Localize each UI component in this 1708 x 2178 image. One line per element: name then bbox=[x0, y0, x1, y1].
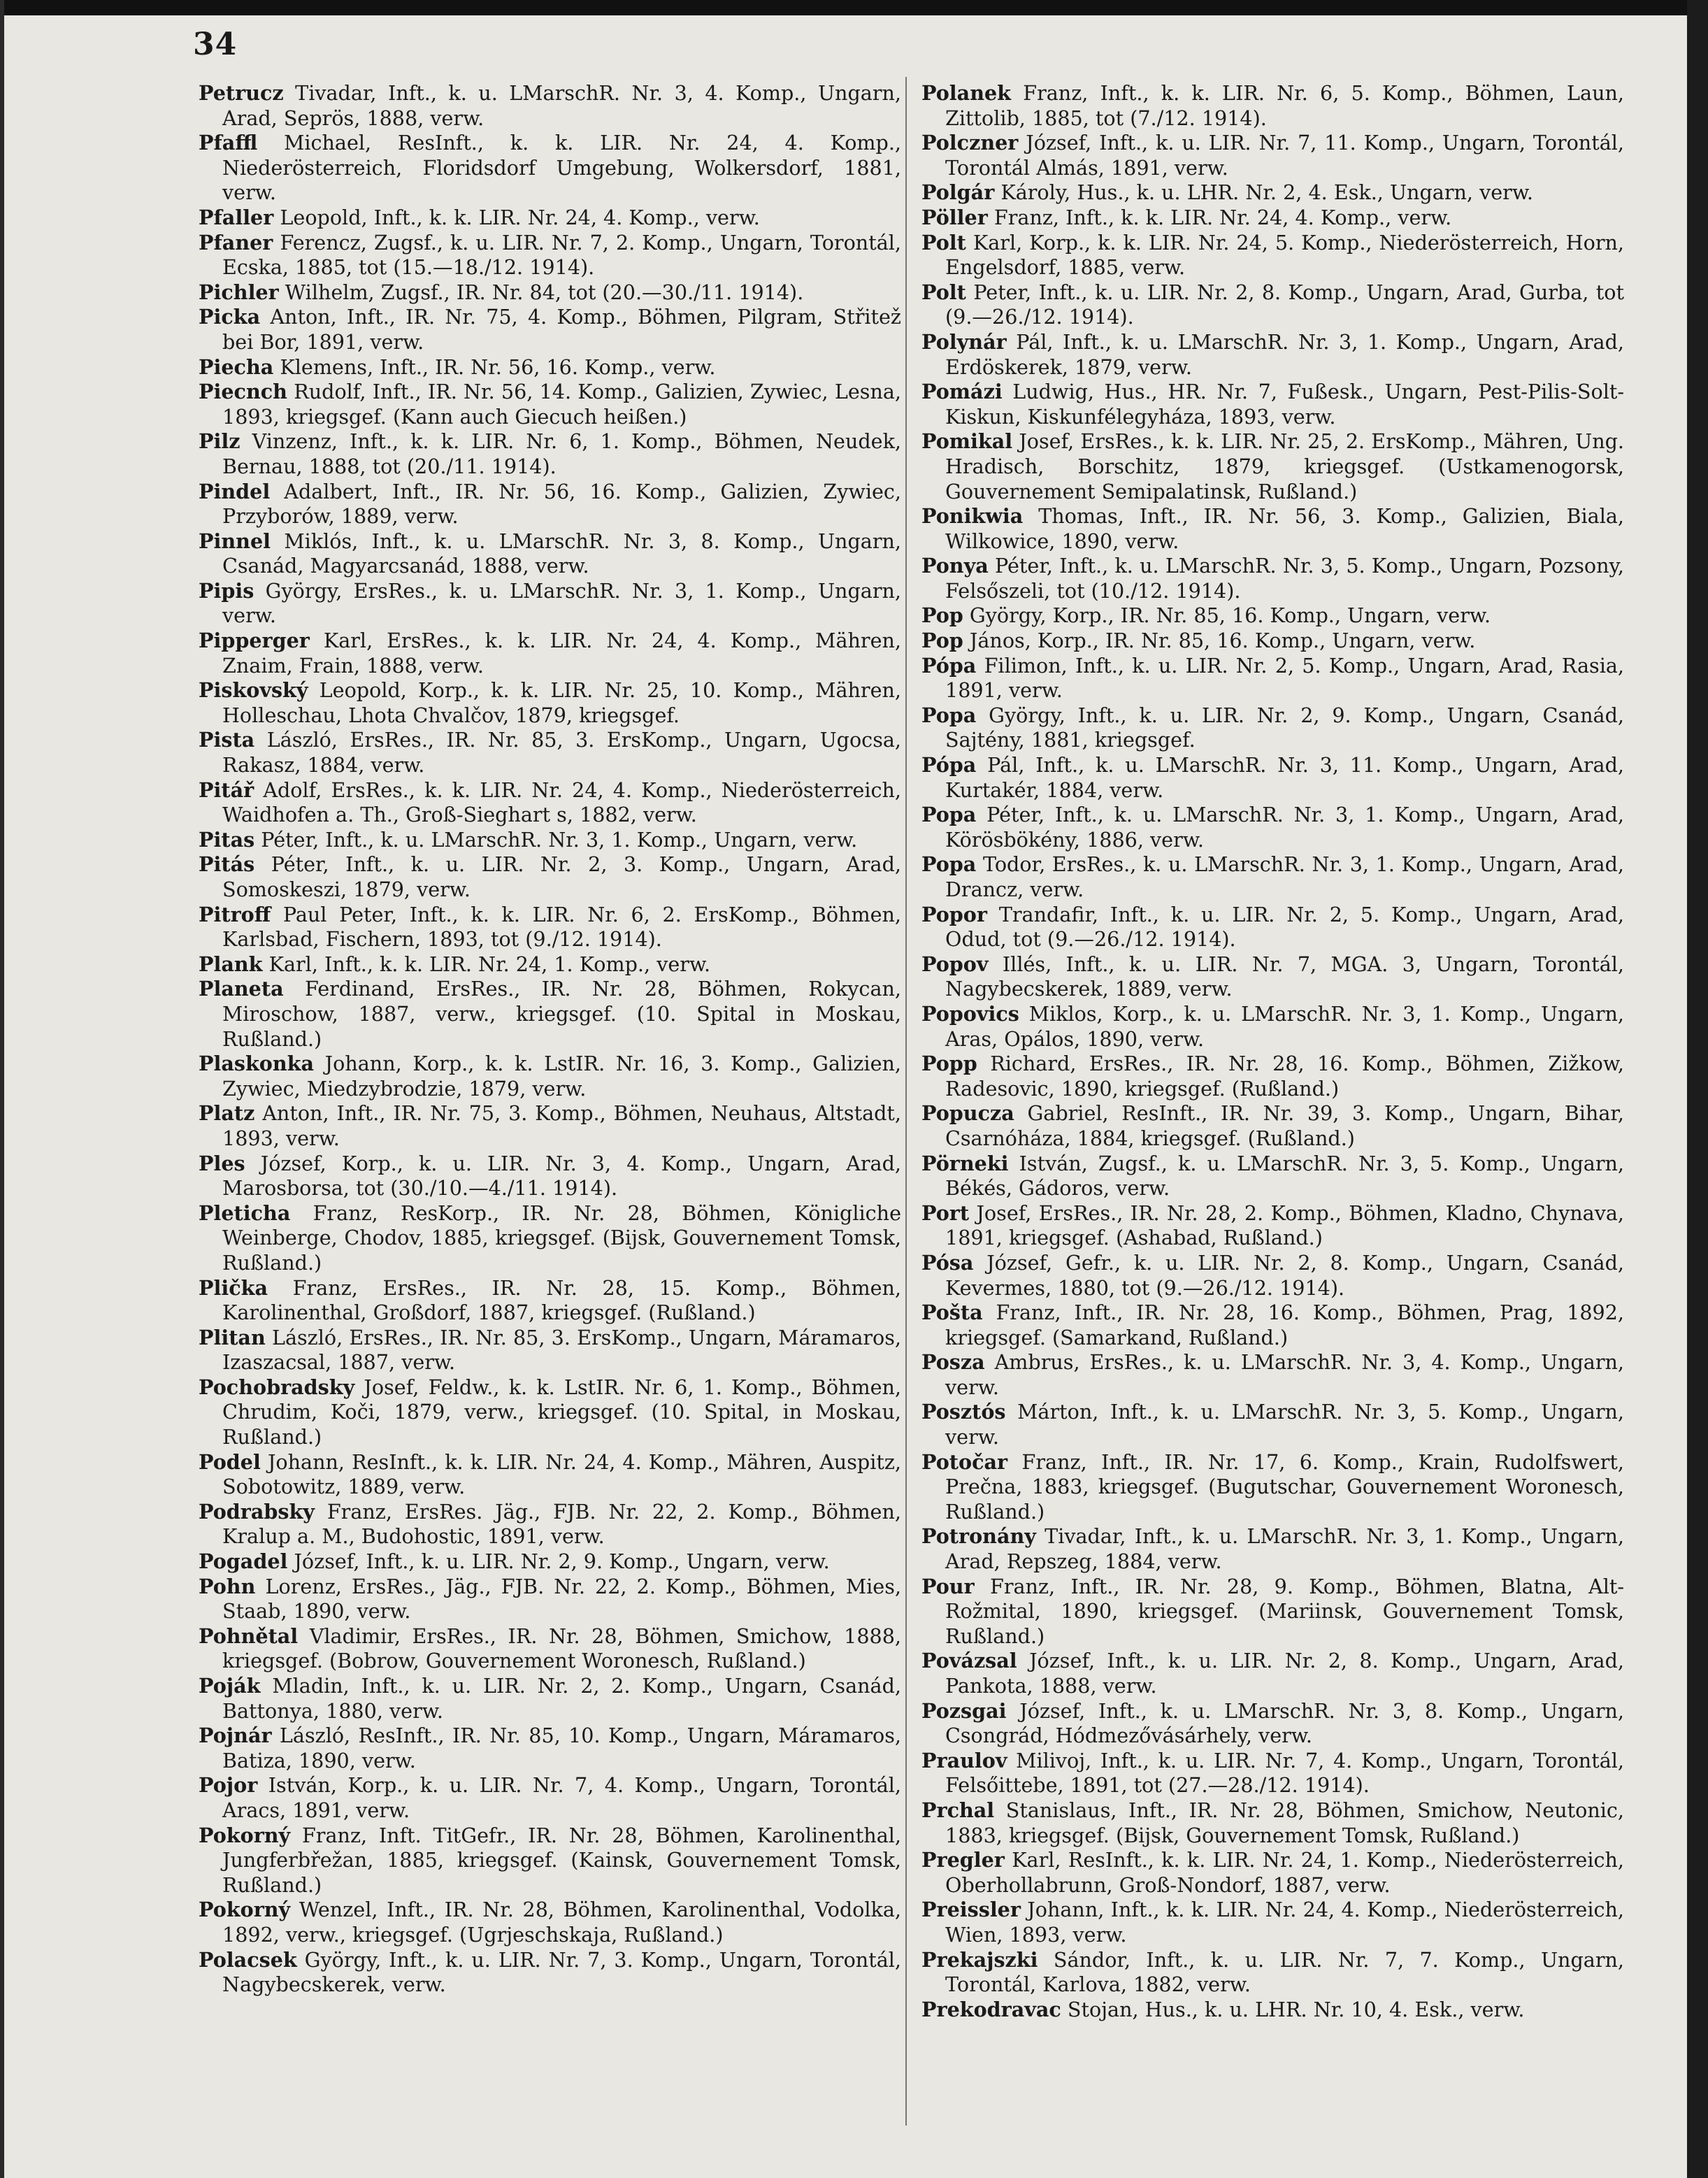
casualty-entry bbox=[921, 703, 1624, 753]
entry-details: Richard, ErsRes., IR. Nr. 28, 16. Komp., Böhmen, Zižkow, Radesovic, 1890, kriegsgef. (Rußland.) bbox=[945, 1052, 1624, 1101]
entry-surname: Podrabsky bbox=[199, 1499, 315, 1524]
casualty-entry bbox=[199, 629, 901, 678]
entry-details: Sándor, Inft., k. u. LIR. Nr. 7, 7. Komp., Ungarn, Torontál, Karlova, 1882, verw. bbox=[945, 1947, 1625, 1997]
casualty-entry bbox=[921, 1052, 1624, 1101]
entry-details: Pál, Inft., k. u. LMarschR. Nr. 3, 1. Komp., Ungarn, Arad, Erdöskerek, 1879, verw. bbox=[945, 329, 1624, 379]
casualty-entry bbox=[199, 1824, 901, 1898]
entry-details: Péter, Inft., k. u. LMarschR. Nr. 3, 1. Komp., Ungarn, verw. bbox=[261, 827, 858, 852]
entry-surname: Preissler bbox=[921, 1898, 1021, 1922]
casualty-entry bbox=[199, 1052, 901, 1101]
entry-details: Josef, ErsRes., k. k. LIR. Nr. 25, 2. ErsKomp., Mähren, Ung. Hradisch, Borschitz, 1879, kriegsgef. (Ustkamenogorsk, Gouvernement Semipalatinsk, Rußland.) bbox=[945, 429, 1624, 503]
entry-surname: Prekajszki bbox=[921, 1947, 1038, 1972]
entry-details: Trandafir, Inft., k. u. LIR. Nr. 2, 5. Komp., Ungarn, Arad, Odud, tot (9.—26./12. 1914). bbox=[945, 902, 1624, 952]
casualty-entry bbox=[199, 1624, 901, 1674]
entry-surname: Polacsek bbox=[199, 1947, 297, 1972]
casualty-entry bbox=[921, 903, 1624, 952]
casualty-entry bbox=[199, 206, 901, 231]
entry-details: Tivadar, Inft., k. u. LMarschR. Nr. 3, 4. Komp., Ungarn, Arad, Seprös, 1888, verw. bbox=[222, 81, 901, 130]
entry-surname: Potronány bbox=[921, 1524, 1036, 1549]
entry-details: Vladimir, ErsRes., IR. Nr. 28, Böhmen, Smichow, 1888, kriegsgef. (Bobrow, Gouvernement Woronesch, Rußland.) bbox=[222, 1624, 901, 1673]
entry-surname: Pomázi bbox=[921, 380, 1003, 404]
entry-surname: Povázsal bbox=[921, 1649, 1017, 1673]
entry-details: Paul Peter, Inft., k. k. LIR. Nr. 6, 2. ErsKomp., Böhmen, Karlsbad, Fischern, 1893, tot (9./12. 1914). bbox=[222, 902, 901, 952]
casualty-entry bbox=[921, 654, 1624, 703]
entry-surname: Praulov bbox=[921, 1748, 1007, 1772]
entry-surname: Popa bbox=[921, 703, 977, 727]
entry-details: Miklós, Inft., k. u. LMarschR. Nr. 3, 8. Komp., Ungarn, Csanád, Magyarcsanád, 1888, verw. bbox=[222, 529, 901, 578]
entry-details: Thomas, Inft., IR. Nr. 56, 3. Komp., Galizien, Biala, Wilkowice, 1890, verw. bbox=[945, 504, 1624, 553]
entry-details: Josef, Feldw., k. k. LstIR. Nr. 6, 1. Komp., Böhmen, Chrudim, Koči, 1879, verw., kriegsgef. (10. Spital, in Moskau, Rußland.) bbox=[222, 1375, 901, 1449]
casualty-entry bbox=[921, 1798, 1624, 1848]
entry-details: György, Korp., IR. Nr. 85, 16. Komp., Ungarn, verw. bbox=[969, 603, 1491, 628]
entry-details: István, Korp., k. u. LIR. Nr. 7, 4. Komp., Ungarn, Torontál, Aracs, 1891, verw. bbox=[222, 1773, 901, 1822]
entry-details: Stojan, Hus., k. u. LHR. Nr. 10, 4. Esk., verw. bbox=[1067, 1997, 1525, 2021]
casualty-entry bbox=[921, 429, 1624, 504]
entry-details: Péter, Inft., k. u. LIR. Nr. 2, 3. Komp., Ungarn, Arad, Somoskeszi, 1879, verw. bbox=[222, 852, 902, 901]
entry-details: Johann, Inft., k. k. LIR. Nr. 24, 4. Komp., Niederösterreich, Wien, 1893, verw. bbox=[945, 1898, 1625, 1947]
entry-surname: Podel bbox=[199, 1449, 261, 1474]
entry-surname: Pósa bbox=[921, 1250, 974, 1275]
casualty-entry bbox=[921, 1201, 1624, 1251]
casualty-entry bbox=[921, 629, 1624, 654]
casualty-entry bbox=[921, 1350, 1624, 1400]
entry-surname: Pohn bbox=[199, 1574, 256, 1598]
casualty-entry bbox=[199, 1276, 901, 1326]
entry-surname: Polczner bbox=[921, 131, 1019, 155]
page-number: 34 bbox=[193, 27, 238, 62]
casualty-entry bbox=[199, 952, 901, 977]
casualty-entry bbox=[921, 1649, 1624, 1698]
entry-surname: Pista bbox=[199, 728, 255, 752]
entry-surname: Pop bbox=[921, 603, 963, 628]
casualty-entry bbox=[921, 1152, 1624, 1201]
entry-details: Johann, ResInft., k. k. LIR. Nr. 24, 4. Komp., Mähren, Auspitz, Sobotowitz, 1889, verw. bbox=[222, 1449, 901, 1499]
right-column bbox=[921, 81, 1624, 2022]
entry-details: Karl, ResInft., k. k. LIR. Nr. 24, 1. Komp., Niederösterreich, Oberhollabrunn, Groß-Nondorf, 1887, verw. bbox=[945, 1848, 1625, 1897]
entry-details: Anton, Inft., IR. Nr. 75, 3. Komp., Böhmen, Neuhaus, Altstadt, 1893, verw. bbox=[222, 1101, 902, 1150]
casualty-entry bbox=[199, 1674, 901, 1724]
entry-details: György, ErsRes., k. u. LMarschR. Nr. 3, 1. Komp., Ungarn, verw. bbox=[222, 578, 901, 628]
entry-surname: Polanek bbox=[921, 81, 1011, 105]
entry-surname: Potočar bbox=[921, 1449, 1008, 1474]
entry-details: Péter, Inft., k. u. LMarschR. Nr. 3, 1. Komp., Ungarn, Arad, Körösbökény, 1886, verw. bbox=[945, 803, 1625, 852]
casualty-entry bbox=[921, 206, 1624, 231]
entry-details: Péter, Inft., k. u. LMarschR. Nr. 3, 5. Komp., Ungarn, Pozsony, Felsőszeli, tot (10./12. 1914). bbox=[945, 554, 1624, 603]
casualty-entry bbox=[921, 952, 1624, 1002]
entry-details: Franz, ErsRes. Jäg., FJB. Nr. 22, 2. Komp., Böhmen, Kralup a. M., Budohostic, 1891, verw. bbox=[222, 1499, 901, 1549]
entry-details: Franz, Inft., k. k. LIR. Nr. 6, 5. Komp., Böhmen, Laun, Zittolib, 1885, tot (7./12. 1914). bbox=[945, 81, 1625, 130]
entry-surname: Pfaner bbox=[199, 230, 273, 255]
scan-edge-top bbox=[0, 0, 1708, 15]
entry-surname: Pópa bbox=[921, 753, 977, 778]
entry-details: Karl, Korp., k. k. LIR. Nr. 24, 5. Komp., Niederösterreich, Horn, Engelsdorf, 1885, verw. bbox=[945, 230, 1624, 280]
casualty-entry bbox=[199, 1101, 901, 1151]
casualty-entry bbox=[199, 1948, 901, 1998]
entry-details: Tivadar, Inft., k. u. LMarschR. Nr. 3, 1. Komp., Ungarn, Arad, Repszeg, 1884, verw. bbox=[945, 1524, 1625, 1574]
entry-surname: Pregler bbox=[921, 1848, 1005, 1872]
casualty-entry bbox=[921, 1400, 1624, 1449]
entry-details: Karl, ErsRes., k. k. LIR. Nr. 24, 4. Komp., Mähren, Znaim, Frain, 1888, verw. bbox=[222, 629, 901, 678]
entry-surname: Piskovský bbox=[199, 678, 308, 703]
entry-details: Vinzenz, Inft., k. k. LIR. Nr. 6, 1. Komp., Böhmen, Neudek, Bernau, 1888, tot (20./11. 1914). bbox=[222, 429, 901, 478]
entry-surname: Pomikal bbox=[921, 429, 1013, 454]
entry-details: József, Gefr., k. u. LIR. Nr. 2, 8. Komp., Ungarn, Csanád, Kevermes, 1880, tot (9.—26./12. 1914). bbox=[945, 1250, 1624, 1300]
casualty-entry bbox=[199, 480, 901, 529]
entry-details: Johann, Korp., k. k. LstIR. Nr. 16, 3. Komp., Galizien, Zywiec, Miedzybrodzie, 1879, verw. bbox=[222, 1052, 901, 1101]
entry-details: György, Inft., k. u. LIR. Nr. 2, 9. Komp., Ungarn, Csanád, Sajtény, 1881, kriegsgef. bbox=[945, 703, 1624, 752]
casualty-entry bbox=[921, 81, 1624, 131]
entry-details: Klemens, Inft., IR. Nr. 56, 16. Komp., verw. bbox=[280, 354, 716, 379]
entry-details: Miklos, Korp., k. u. LMarschR. Nr. 3, 1. Komp., Ungarn, Aras, Opálos, 1890, verw. bbox=[945, 1001, 1624, 1051]
casualty-entry bbox=[199, 1326, 901, 1375]
casualty-entry bbox=[921, 1575, 1624, 1649]
entry-surname: Planeta bbox=[199, 977, 284, 1001]
casualty-entry bbox=[921, 131, 1624, 180]
casualty-entry bbox=[199, 1773, 901, 1823]
entry-surname: Pörneki bbox=[921, 1151, 1009, 1175]
casualty-entry bbox=[199, 1549, 901, 1575]
entry-surname: Popa bbox=[921, 803, 977, 827]
entry-surname: Pochobradsky bbox=[199, 1375, 355, 1399]
entry-details: Anton, Inft., IR. Nr. 75, 4. Komp., Böhmen, Pilgram, Střitež bei Bor, 1891, verw. bbox=[222, 305, 901, 354]
entry-details: Károly, Hus., k. u. LHR. Nr. 2, 4. Esk., Ungarn, verw. bbox=[1000, 180, 1534, 205]
entry-details: Wenzel, Inft., IR. Nr. 28, Böhmen, Karolinenthal, Vodolka, 1892, verw., kriegsgef. (Ugrjeschskaja, Rußland.) bbox=[222, 1898, 902, 1947]
casualty-entry bbox=[921, 603, 1624, 629]
entry-details: Franz, ErsRes., IR. Nr. 28, 15. Komp., Böhmen, Karolinenthal, Großdorf, 1887, kriegsgef. (Rußland.) bbox=[222, 1275, 901, 1325]
entry-details: Ambrus, ErsRes., k. u. LMarschR. Nr. 3, 4. Komp., Ungarn, verw. bbox=[945, 1350, 1625, 1399]
casualty-entry bbox=[199, 977, 901, 1052]
entry-details: József, Inft., k. u. LMarschR. Nr. 3, 8. Komp., Ungarn, Csongrád, Hódmezővásárhely, verw. bbox=[945, 1698, 1624, 1748]
casualty-entry bbox=[199, 280, 901, 306]
casualty-entry bbox=[199, 1152, 901, 1201]
entry-details: Franz, Inft., k. k. LIR. Nr. 24, 4. Komp., verw. bbox=[993, 205, 1452, 229]
casualty-entry bbox=[921, 1898, 1624, 1947]
entry-details: Leopold, Inft., k. k. LIR. Nr. 24, 4. Komp., verw. bbox=[280, 205, 760, 229]
casualty-entry bbox=[199, 81, 901, 131]
entry-surname: Pohnětal bbox=[199, 1624, 299, 1648]
entry-details: Adolf, ErsRes., k. k. LIR. Nr. 24, 4. Komp., Niederösterreich, Waidhofen a. Th., Groß-Sieghart s, 1882, verw. bbox=[222, 778, 901, 827]
entry-surname: Popor bbox=[921, 902, 987, 926]
casualty-entry bbox=[921, 231, 1624, 280]
entry-surname: Pipperger bbox=[199, 629, 310, 653]
entry-surname: Popp bbox=[921, 1052, 977, 1076]
casualty-entry bbox=[921, 803, 1624, 852]
entry-surname: Pokorný bbox=[199, 1823, 291, 1847]
entry-surname: Pogadel bbox=[199, 1549, 288, 1574]
column-divider bbox=[905, 77, 907, 2126]
entry-details: László, ErsRes., IR. Nr. 85, 3. ErsKomp., Ungarn, Máramaros, Izaszacsal, 1887, verw. bbox=[222, 1325, 902, 1375]
entry-surname: Poják bbox=[199, 1674, 261, 1698]
entry-surname: Petrucz bbox=[199, 81, 284, 105]
entry-details: Gabriel, ResInft., IR. Nr. 39, 3. Komp., Ungarn, Bihar, Csarnóháza, 1884, kriegsgef. (Rußland.) bbox=[945, 1101, 1624, 1150]
left-column bbox=[199, 81, 901, 1998]
casualty-entry bbox=[199, 1898, 901, 1947]
casualty-entry bbox=[921, 1101, 1624, 1151]
casualty-entry bbox=[199, 852, 901, 902]
casualty-entry bbox=[199, 579, 901, 629]
entry-surname: Plank bbox=[199, 952, 263, 976]
casualty-entry bbox=[199, 1724, 901, 1773]
entry-surname: Pitás bbox=[199, 852, 255, 877]
entry-surname: Pokorný bbox=[199, 1898, 291, 1922]
entry-details: Rudolf, Inft., IR. Nr. 56, 14. Komp., Galizien, Zywiec, Lesna, 1893, kriegsgef. (Kann auch Giecuch heißen.) bbox=[222, 380, 901, 429]
entry-details: János, Korp., IR. Nr. 85, 16. Komp., Ungarn, verw. bbox=[969, 629, 1476, 653]
casualty-entry bbox=[199, 1575, 901, 1624]
entry-surname: Polt bbox=[921, 280, 966, 304]
entry-details: László, ErsRes., IR. Nr. 85, 3. ErsKomp., Ungarn, Ugocsa, Rakasz, 1884, verw. bbox=[222, 728, 902, 778]
entry-details: Illés, Inft., k. u. LIR. Nr. 7, MGA. 3, Ungarn, Torontál, Nagybecskerek, 1889, verw. bbox=[945, 952, 1624, 1001]
entry-details: Milivoj, Inft., k. u. LIR. Nr. 7, 4. Komp., Ungarn, Torontál, Felsőittebe, 1891, tot (27.—28./12. 1914). bbox=[945, 1748, 1624, 1798]
casualty-entry bbox=[921, 1948, 1624, 1998]
entry-surname: Posza bbox=[921, 1350, 985, 1375]
entry-details: Karl, Inft., k. k. LIR. Nr. 24, 1. Komp., verw. bbox=[268, 952, 711, 976]
entry-surname: Plička bbox=[199, 1275, 268, 1300]
entry-details: Mladin, Inft., k. u. LIR. Nr. 2, 2. Komp., Ungarn, Csanád, Battonya, 1880, verw. bbox=[222, 1674, 901, 1723]
entry-surname: Pfaffl bbox=[199, 131, 258, 155]
casualty-entry bbox=[199, 778, 901, 828]
casualty-entry bbox=[199, 529, 901, 579]
entry-details: Josef, ErsRes., IR. Nr. 28, 2. Komp., Böhmen, Kladno, Chynava, 1891, kriegsgef. (Ashabad, Rußland.) bbox=[945, 1201, 1624, 1250]
entry-surname: Pitas bbox=[199, 827, 255, 852]
entry-details: Todor, ErsRes., k. u. LMarschR. Nr. 3, 1. Komp., Ungarn, Arad, Drancz, verw. bbox=[945, 852, 1624, 901]
casualty-entry bbox=[199, 1500, 901, 1549]
casualty-entry bbox=[921, 330, 1624, 380]
entry-surname: Platz bbox=[199, 1101, 255, 1126]
casualty-entry bbox=[921, 753, 1624, 803]
casualty-entry bbox=[199, 828, 901, 853]
entry-surname: Polt bbox=[921, 230, 966, 255]
casualty-entry bbox=[921, 554, 1624, 603]
entry-details: József, Inft., k. u. LIR. Nr. 7, 11. Komp., Ungarn, Torontál, Torontál Almás, 1891, verw. bbox=[945, 131, 1624, 180]
entry-surname: Pour bbox=[921, 1574, 975, 1598]
entry-surname: Polgár bbox=[921, 180, 995, 205]
scan-edge-right bbox=[1687, 0, 1708, 2178]
entry-details: Stanislaus, Inft., IR. Nr. 28, Böhmen, Smichow, Neutonic, 1883, kriegsgef. (Bijsk, Gouvernement Tomsk, Rußland.) bbox=[945, 1798, 1624, 1847]
entry-surname: Pfaller bbox=[199, 205, 274, 229]
entry-details: György, Inft., k. u. LIR. Nr. 7, 3. Komp., Ungarn, Torontál, Nagybecskerek, verw. bbox=[222, 1947, 901, 1997]
casualty-entry bbox=[199, 429, 901, 479]
entry-surname: Pópa bbox=[921, 653, 977, 678]
entry-details: Adalbert, Inft., IR. Nr. 56, 16. Komp., Galizien, Zywiec, Przyborów, 1889, verw. bbox=[222, 479, 901, 529]
entry-surname: Port bbox=[921, 1201, 970, 1225]
entry-details: Franz, Inft. TitGefr., IR. Nr. 28, Böhmen, Karolinenthal, Jungferbřežan, 1885, kriegsgef. (Kainsk, Gouvernement Tomsk, Rußland.) bbox=[222, 1823, 901, 1897]
entry-details: Peter, Inft., k. u. LIR. Nr. 2, 8. Komp., Ungarn, Arad, Gurba, tot (9.—26./12. 1914). bbox=[945, 280, 1624, 329]
entry-surname: Pilz bbox=[199, 429, 241, 454]
entry-surname: Pitář bbox=[199, 778, 254, 802]
entry-surname: Pindel bbox=[199, 479, 271, 503]
entry-details: Ludwig, Hus., HR. Nr. 7, Fußesk., Ungarn, Pest-Pilis-Solt-Kiskun, Kiskunfélegyháza, 1893, verw. bbox=[945, 380, 1624, 429]
casualty-entry bbox=[199, 305, 901, 354]
entry-details: István, Zugsf., k. u. LMarschR. Nr. 3, 5. Komp., Ungarn, Békés, Gádoros, verw. bbox=[945, 1151, 1624, 1201]
casualty-entry bbox=[199, 903, 901, 952]
entry-details: Filimon, Inft., k. u. LIR. Nr. 2, 5. Komp., Ungarn, Arad, Rasia, 1891, verw. bbox=[945, 653, 1624, 703]
entry-surname: Pojnár bbox=[199, 1724, 272, 1748]
casualty-entry bbox=[199, 1375, 901, 1450]
entry-surname: Popovics bbox=[921, 1001, 1019, 1026]
entry-surname: Pitroff bbox=[199, 902, 271, 926]
entry-surname: Popa bbox=[921, 852, 977, 877]
casualty-entry bbox=[921, 1998, 1624, 2023]
entry-details: József, Inft., k. u. LIR. Nr. 2, 8. Komp., Ungarn, Arad, Pankota, 1888, verw. bbox=[945, 1649, 1624, 1698]
casualty-entry bbox=[921, 1699, 1624, 1749]
entry-surname: Plaskonka bbox=[199, 1052, 315, 1076]
casualty-entry bbox=[921, 1848, 1624, 1898]
entry-surname: Posztós bbox=[921, 1400, 1006, 1424]
entry-surname: Plitan bbox=[199, 1325, 266, 1349]
entry-details: Franz, Inft., IR. Nr. 28, 16. Komp., Böhmen, Prag, 1892, kriegsgef. (Samarkand, Rußland.) bbox=[945, 1301, 1625, 1349]
casualty-entry bbox=[921, 1450, 1624, 1525]
entry-surname: Pichler bbox=[199, 280, 279, 304]
casualty-entry bbox=[199, 380, 901, 429]
casualty-entry bbox=[199, 355, 901, 380]
casualty-entry bbox=[199, 1450, 901, 1500]
entry-surname: Ponya bbox=[921, 554, 989, 578]
casualty-entry bbox=[921, 380, 1624, 429]
casualty-entry bbox=[921, 1524, 1624, 1574]
casualty-entry bbox=[199, 1201, 901, 1276]
entry-details: Franz, ResKorp., IR. Nr. 28, Böhmen, Königliche Weinberge, Chodov, 1885, kriegsgef. (Bijsk, Gouvernement Tomsk, Rußland.) bbox=[222, 1201, 902, 1275]
casualty-entry bbox=[199, 678, 901, 728]
entry-surname: Ples bbox=[199, 1151, 245, 1175]
entry-surname: Pinnel bbox=[199, 529, 271, 553]
casualty-entry bbox=[921, 852, 1624, 902]
entry-details: Lorenz, ErsRes., Jäg., FJB. Nr. 22, 2. Komp., Böhmen, Mies, Staab, 1890, verw. bbox=[222, 1574, 901, 1624]
entry-surname: Picka bbox=[199, 305, 261, 329]
entry-surname: Pleticha bbox=[199, 1201, 291, 1225]
entry-details: Franz, Inft., IR. Nr. 17, 6. Komp., Krain, Rudolfswert, Prečna, 1883, kriegsgef. (Bugutschar, Gouvernement Woronesch, Rußland.) bbox=[945, 1449, 1624, 1524]
casualty-entry bbox=[199, 131, 901, 206]
entry-surname: Polynár bbox=[921, 329, 1007, 354]
casualty-entry bbox=[921, 1251, 1624, 1301]
entry-surname: Pop bbox=[921, 629, 963, 653]
scan-edge-left bbox=[0, 0, 4, 2178]
entry-surname: Piecnch bbox=[199, 380, 287, 404]
entry-details: József, Korp., k. u. LIR. Nr. 3, 4. Komp., Ungarn, Arad, Marosborsa, tot (30./10.—4./11. 1914). bbox=[222, 1151, 901, 1201]
entry-surname: Popucza bbox=[921, 1101, 1014, 1126]
entry-surname: Ponikwia bbox=[921, 504, 1024, 529]
entry-details: László, ResInft., IR. Nr. 85, 10. Komp., Ungarn, Máramaros, Batiza, 1890, verw. bbox=[222, 1724, 901, 1772]
entry-surname: Piecha bbox=[199, 354, 274, 379]
casualty-entry bbox=[921, 280, 1624, 330]
entry-details: Márton, Inft., k. u. LMarschR. Nr. 3, 5. Komp., Ungarn, verw. bbox=[945, 1400, 1625, 1449]
entry-surname: Popov bbox=[921, 952, 989, 976]
casualty-entry bbox=[921, 1002, 1624, 1052]
entry-surname: Pöller bbox=[921, 205, 988, 229]
casualty-entry bbox=[921, 504, 1624, 554]
entry-details: Ferencz, Zugsf., k. u. LIR. Nr. 7, 2. Komp., Ungarn, Torontál, Ecska, 1885, tot (15.—18./12. 1914). bbox=[222, 230, 901, 280]
entry-details: Wilhelm, Zugsf., IR. Nr. 84, tot (20.—30./11. 1914). bbox=[285, 280, 804, 304]
entry-surname: Pozsgai bbox=[921, 1698, 1007, 1723]
entry-details: Ferdinand, ErsRes., IR. Nr. 28, Böhmen, Rokycan, Miroschow, 1887, verw., kriegsgef. (10. Spital in Moskau, Rußland.) bbox=[222, 977, 901, 1051]
entry-details: Franz, Inft., IR. Nr. 28, 9. Komp., Böhmen, Blatna, Alt-Rožmital, 1890, kriegsgef. (Mariinsk, Gouvernement Tomsk, Rußland.) bbox=[945, 1574, 1624, 1648]
entry-details: Pál, Inft., k. u. LMarschR. Nr. 3, 11. Komp., Ungarn, Arad, Kurtakér, 1884, verw. bbox=[945, 753, 1624, 802]
entry-surname: Pošta bbox=[921, 1301, 983, 1325]
entry-surname: Prekodravac bbox=[921, 1997, 1061, 2021]
entry-surname: Pojor bbox=[199, 1773, 258, 1798]
casualty-entry bbox=[199, 728, 901, 778]
entry-details: Michael, ResInft., k. k. LIR. Nr. 24, 4. Komp., Niederösterreich, Floridsdorf Umgebung, Wolkersdorf, 1881, verw. bbox=[222, 131, 902, 205]
casualty-entry bbox=[921, 1749, 1624, 1798]
entry-details: Leopold, Korp., k. k. LIR. Nr. 25, 10. Komp., Mähren, Holleschau, Lhota Chvalčov, 1879, kriegsgef. bbox=[222, 678, 901, 727]
casualty-entry bbox=[199, 231, 901, 280]
entry-details: József, Inft., k. u. LIR. Nr. 2, 9. Komp., Ungarn, verw. bbox=[294, 1549, 830, 1574]
casualty-entry bbox=[921, 1301, 1624, 1350]
casualty-entry bbox=[921, 180, 1624, 206]
entry-surname: Prchal bbox=[921, 1798, 995, 1822]
entry-surname: Pipis bbox=[199, 578, 254, 603]
